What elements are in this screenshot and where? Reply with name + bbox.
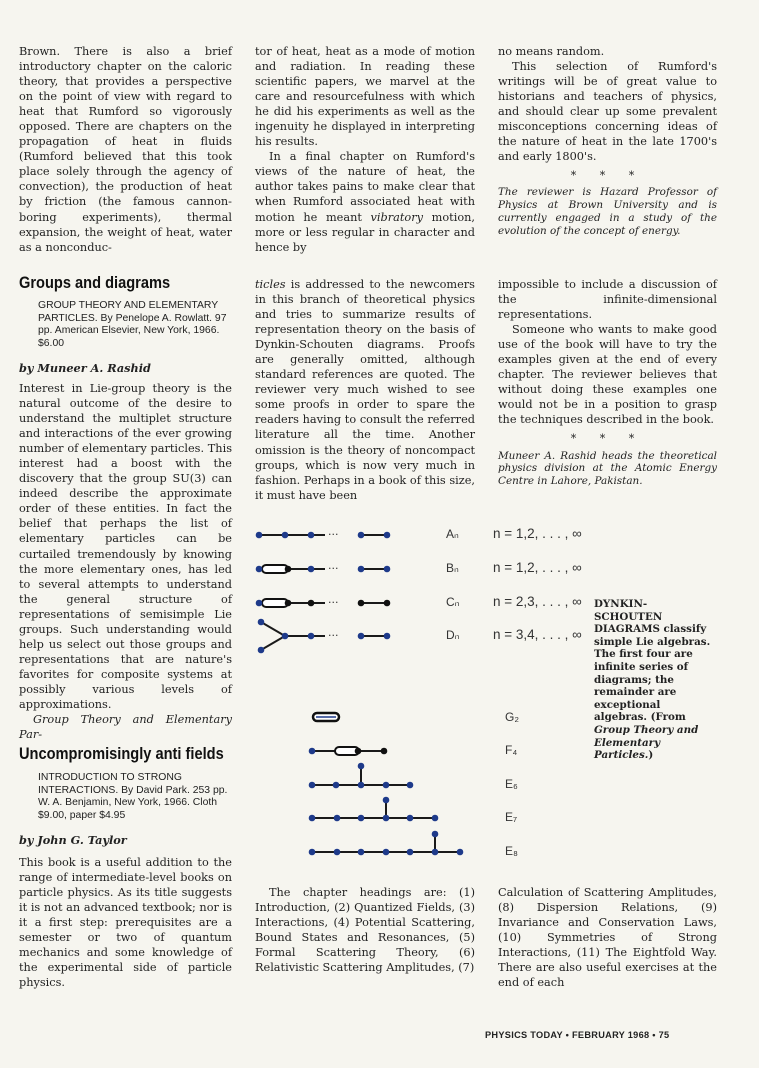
dynkin-node — [308, 532, 315, 539]
dynkin-node — [333, 782, 340, 789]
anti-fields-column-2 — [255, 885, 475, 975]
groups-col2-text: ticles is addressed to the newcomers in this branch of theoretical physics and tries to summarize results of representation theory on the basis of Dynkin-Schouten diagrams. Proofs are generally omitted, although standard references are quoted. The reviewer very much wished to see some proofs in order to spare the readers having to consult the referred literature all the time. Another omission is the theory of noncompact groups, which is now very much in fashion. Perhaps in a book of this size, it must have been — [255, 278, 475, 502]
dynkin-node — [432, 815, 439, 822]
dynkin-node — [308, 566, 315, 573]
dynkin-node — [384, 633, 391, 640]
groups-stars: * * * — [570, 432, 645, 446]
dynkin-node — [308, 600, 315, 607]
top-col2-para1: tor of heat, heat as a mode of motion and radiation. In reading these scientific papers, we marvel at the care and resourcefulness with which he did his experiments as well as the ingenuity he displayed in interpreting his results. — [255, 45, 475, 149]
dynkin-node — [407, 815, 414, 822]
anti-fields-heading: Uncompromisingly anti fields — [19, 744, 224, 763]
dynkin-node — [256, 532, 263, 539]
reviewer-note: The reviewer is Hazard Professor of Physics at Brown University and is currently engaged in a study of the evolution of the concept of energy. — [498, 186, 717, 237]
dynkin-node — [383, 797, 390, 804]
dynkin-node — [358, 633, 365, 640]
emphasis-vibratory: vibratory — [370, 210, 424, 224]
dynkin-node — [258, 647, 265, 654]
dynkin-node — [256, 600, 263, 607]
label-c-series: Cₙ — [446, 595, 460, 609]
top-col3-para1: no means random. — [498, 45, 605, 58]
label-f4: F₄ — [505, 743, 518, 757]
caption-book-title: Group Theory and Elementary Particles. — [594, 723, 699, 762]
b-series-double-bar — [262, 565, 288, 573]
groups-col1-para1: Interest in Lie-group theory is the natural outcome of the desire to understand the multiplet structure and interactions of the ever growing number of elementary particles. This interest had a boost with the discovery that the group SU(3) can indeed describe the approximate order of these entities. In fact the belief that perhaps the list of elementary particles can be curtailed tremendously by knowing the more elementary ones, has led to several attempts to understand the general structure of representations of semisimple Lie groups. Such understanding would help us select out those groups and representations that are nature's favorites for composite systems at possibly various levels of approximations. — [19, 382, 232, 711]
label-e7: E₇ — [505, 810, 518, 824]
c-series-double-bar — [262, 599, 288, 607]
label-e6: E₆ — [505, 777, 518, 791]
anti-col2-text: The chapter headings are: (1) Introduction, (2) Quantized Fields, (3) Interactions, (4) Potential Scattering, Bound States and Resonances, (5) Formal Scattering Theory, (6) Relativistic Scattering Amplitudes, (7) — [255, 886, 475, 975]
dynkin-node — [308, 633, 315, 640]
dynkin-node — [285, 600, 292, 607]
label-b-series: Bₙ — [446, 561, 459, 575]
label-g2: G₂ — [505, 710, 519, 724]
range-c-series: n = 2,3, . . . , ∞ — [493, 594, 582, 609]
dynkin-node — [407, 782, 414, 789]
dynkin-node — [358, 815, 365, 822]
anti-fields-column-1 — [19, 855, 232, 990]
anti-col1-text: This book is a useful addition to the range of intermediate-level books on particle physics. As its title suggests it is not an advanced textbook; nor is it a first step: prerequisites are a semester or two of quantum mechanics and some knowledge of the experimental side of particle physics. — [19, 856, 232, 990]
groups-reviewer-byline: by Muneer A. Rashid — [19, 361, 151, 375]
ellipsis-c: ··· — [328, 596, 339, 609]
ellipsis-dots — [328, 528, 339, 642]
anti-col3-text: Calculation of Scattering Amplitudes, (8) Dispersion Relations, (9) Invariance and Conservation Laws, (10) Symmetries of Strong Interactions, (11) The Eightfold Way. There are also useful exercises at the end of each — [498, 886, 717, 990]
figure-caption: DYNKIN-SCHOUTEN DIAGRAMS classify simple Lie algebras. The first four are infinite series of diagrams; the remainder are exceptional algebras. (From Group Theory and Elementary Particles.) — [594, 598, 711, 762]
dynkin-node — [256, 566, 263, 573]
dynkin-node — [407, 849, 414, 856]
groups-review-heading: Groups and diagrams — [19, 273, 171, 292]
groups-col3-para2: Someone who wants to make good use of the book will have to try the examples given at the end of every chapter. The reviewer believes that without doing these examples one would not be in a position to grasp the techniques described in the book. — [498, 323, 717, 427]
groups-col3-para1: impossible to include a discussion of the infinite-dimensional representations. — [498, 278, 717, 322]
anti-fields-reviewer-byline: by John G. Taylor — [19, 833, 127, 847]
dynkin-node — [355, 748, 362, 755]
groups-reviewer-note: Muneer A. Rashid heads the theoretical physics division at the Atomic Energy Centre in Lahore, Pakistan. — [498, 449, 717, 488]
range-b-series: n = 1,2, . . . , ∞ — [493, 560, 582, 575]
dynkin-node — [258, 619, 265, 626]
ellipsis-b: ··· — [328, 562, 339, 575]
dynkin-node — [309, 815, 316, 822]
dynkin-nodes — [256, 532, 464, 856]
dynkin-node — [358, 763, 365, 770]
dynkin-node — [334, 849, 341, 856]
dynkin-node — [358, 600, 365, 607]
range-d-series: n = 3,4, . . . , ∞ — [493, 627, 582, 642]
dynkin-node — [383, 782, 390, 789]
dynkin-node — [383, 849, 390, 856]
groups-book-title-italic: Group Theory and Elementary Par- — [19, 713, 232, 742]
strong-interactions-citation: INTRODUCTION TO STRONG INTERACTIONS. By David Park. 253 pp. W. A. Benjamin, New York, 1966. Cloth $9.00, paper $4.95 — [38, 772, 228, 821]
dynkin-node — [432, 831, 439, 838]
dynkin-node — [432, 849, 439, 856]
label-d-series: Dₙ — [446, 628, 460, 642]
dynkin-node — [383, 815, 390, 822]
ellipsis-a: ··· — [328, 528, 339, 541]
dynkin-node — [285, 566, 292, 573]
dynkin-node — [384, 566, 391, 573]
label-e8: E₈ — [505, 844, 518, 858]
section-stars: * * * — [570, 169, 645, 183]
dynkin-node — [309, 849, 316, 856]
dynkin-node — [384, 600, 391, 607]
dynkin-node — [358, 782, 365, 789]
dynkin-node — [381, 748, 388, 755]
groups-book-citation: GROUP THEORY AND ELEMENTARY PARTICLES. By Penelope A. Rowlatt. 97 pp. American Elsevier, New York, 1966. $6.00 — [38, 300, 227, 349]
dynkin-node — [384, 532, 391, 539]
double-bond-bars — [262, 565, 359, 755]
anti-fields-column-3 — [498, 885, 717, 990]
diagram-lines — [259, 535, 460, 852]
dynkin-node — [334, 815, 341, 822]
dynkin-node — [282, 633, 289, 640]
dynkin-node — [309, 748, 316, 755]
page-footer: PHYSICS TODAY • FEBRUARY 1968 • 75 — [485, 1030, 670, 1040]
top-col3-para2: This selection of Rumford's writings will be of great value to historians and teachers of physics, and should clear up some prevalent misconceptions concerning ideas of the nature of heat in the late 1700's and early 1800's. — [498, 60, 717, 164]
dynkin-node — [282, 532, 289, 539]
dynkin-node — [457, 849, 464, 856]
ellipsis-d: ··· — [328, 629, 339, 642]
dynkin-node — [358, 566, 365, 573]
dynkin-node — [309, 782, 316, 789]
top-col1-text: Brown. There is also a brief introductory chapter on the caloric theory, that provides a perspective on the point of view with regard to heat that Rumford so vigorously opposed. There are chapters on the propagation of heat in fluids (Rumford believed that this took place solely through the agency of convection), the production of heat by friction (the famous cannon-boring experiments), thermal expansion, the weight of heat, water as a nonconduc- — [19, 45, 232, 254]
label-a-series: Aₙ — [446, 527, 459, 541]
dynkin-node — [358, 532, 365, 539]
range-a-series: n = 1,2, . . . , ∞ — [493, 526, 582, 541]
top-col2-para2: In a final chapter on Rumford's views of the nature of heat, the author takes pains to make clear that when Rumford associated heat with motion he meant vibratory motion, more or less regular in character and hence by — [255, 150, 475, 254]
dynkin-node — [358, 849, 365, 856]
